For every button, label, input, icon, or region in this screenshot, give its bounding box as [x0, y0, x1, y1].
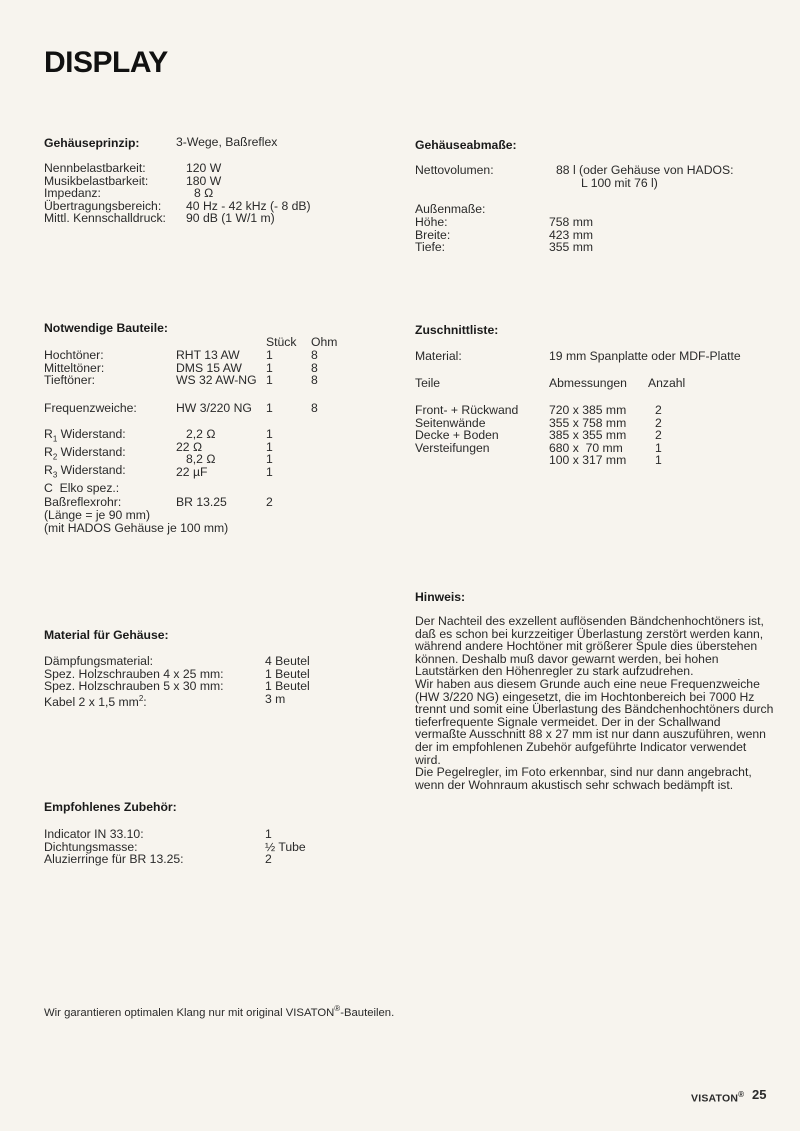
zuschnitt-anzahl-value: 2	[655, 403, 662, 417]
spec-label: Mittl. Kennschalldruck:	[44, 211, 166, 226]
spec-list	[44, 162, 166, 225]
zuschnitt-abm: 385 x 355 mm	[549, 428, 627, 443]
frequenzweiche-label: Frequenzweiche:	[44, 401, 137, 415]
zubehoer-label: Indicator IN 33.10:	[44, 827, 144, 841]
driver-ohm-value: 8	[311, 373, 318, 388]
zubehoer-value: 1	[265, 827, 272, 841]
hinweis-paragraph: Wir haben aus diesem Grunde auch eine neue Frequenzweiche (HW 3/220 NG) eingesetzt, die im Hochtonbereich bei 7000 Hz trennt und somit eine Überlastung des Bändchenhochtöners durch tieferfrequente Signale vermeidet. Der in der Schallwand vermaßte Ausschnitt 88 x 27 mm ist nur dann auszuführen, wenn der im empfohlenen Zubehör aufgeführte Indicator verwendet wird.	[415, 676, 774, 767]
dim-value: 758 mm	[549, 215, 594, 229]
dims-labels	[415, 216, 450, 254]
component-values	[176, 428, 215, 478]
material-value: 1 Beutel	[265, 666, 310, 681]
col-stueck: Stück	[266, 335, 297, 349]
zuschnitt-abm: 720 x 385 mm	[549, 403, 627, 417]
zuschnitt-teil: Front- + Rückwand	[415, 403, 519, 417]
nettovolumen-label: Nettovolumen:	[415, 163, 494, 177]
spec-values	[186, 162, 311, 225]
material-value: 3 m	[265, 691, 286, 706]
driver-qty-value: 1	[266, 360, 273, 375]
driver-part: RHT 13 AW	[176, 348, 240, 362]
component-qty-value: 1	[266, 427, 273, 441]
component-name: $R_3$ Widerstand:	[44, 463, 126, 480]
component-value: 8,2 Ω	[186, 452, 216, 467]
col-abmessungen: Abmessungen	[549, 376, 627, 390]
material-heading: Material für Gehäuse:	[44, 628, 169, 642]
driver-ohm	[311, 349, 318, 387]
driver-ohm-value: 8	[311, 348, 318, 362]
zuschnitt-teil: Seitenwände	[415, 415, 486, 430]
spec-value: 90 dB (1 W/1 m)	[186, 211, 275, 226]
component-qty	[266, 428, 273, 478]
frequenzweiche-qty: 1	[266, 401, 273, 415]
component-name: C Elko spez.:	[44, 481, 120, 496]
zubehoer-labels	[44, 828, 184, 866]
gehaeuseprinzip-value: 3-Wege, Baßreflex	[176, 135, 278, 149]
col-ohm: Ohm	[311, 335, 338, 349]
driver-part: DMS 15 AW	[176, 360, 242, 375]
zuschnitt-teile	[415, 404, 518, 454]
dim-value: 423 mm	[549, 227, 594, 242]
bauteile-heading: Notwendige Bauteile:	[44, 321, 168, 335]
component-qty-value: 1	[266, 439, 273, 454]
hinweis-paragraph: Der Nachteil des exzellent auflösenden Bändchenhochtöners ist, daß es schon bei kurzzeitiger Überlastung zerstört werden kann, während andere Hochtöner mit größerer Spule dies überstehen können. Deshalb muß davor gewarnt werden, bei hohen Lautstärken den Höhenregler zu stark aufzudrehen.	[415, 614, 764, 679]
zuschnitt-anzahl-value: 1	[655, 440, 662, 455]
zuschnitt-abm: 680 x 70 mm	[549, 440, 623, 455]
zuschnitt-anzahl-value: 2	[655, 428, 662, 443]
zuschnitt-abm: 100 x 317 mm	[549, 453, 627, 468]
frequenzweiche-part: HW 3/220 NG	[176, 401, 252, 415]
driver-name: Hochtöner:	[44, 348, 104, 362]
bassreflexrohr-label: Baßreflexrohr:	[44, 495, 122, 509]
component-value: 2,2 Ω	[186, 427, 216, 441]
driver-parts	[176, 349, 257, 387]
footer-note: Wir garantieren optimalen Klang nur mit original VISATON®-Bauteilen.	[44, 1004, 395, 1019]
spec-label: Übertragungsbereich:	[44, 198, 162, 213]
material-label: Kabel 2 x 1,5 $mm^2$:	[44, 693, 147, 709]
hinweis-text	[415, 615, 775, 791]
zuschnitt-anzahl-value: 1	[655, 453, 662, 468]
zuschnitt-material-value: 19 mm Spanplatte oder MDF-Platte	[549, 349, 741, 363]
rohr-note-2: (mit HADOS Gehäuse je 100 mm)	[44, 521, 229, 535]
zubehoer-heading: Empfohlenes Zubehör:	[44, 800, 177, 814]
spec-value: 40 Hz - 42 kHz (- 8 dB)	[186, 198, 311, 213]
col-anzahl: Anzahl	[648, 376, 686, 390]
gehaeuseabmasse-heading: Gehäuseabmaße:	[415, 138, 517, 152]
material-label: Dämpfungsmaterial:	[44, 654, 154, 668]
dim-label: Tiefe:	[415, 240, 446, 255]
bassreflexrohr-qty: 2	[266, 495, 273, 509]
zuschnitt-heading: Zuschnittliste:	[415, 323, 499, 337]
driver-name: Mitteltöner:	[44, 360, 105, 375]
spec-value: 180 W	[186, 173, 222, 188]
zuschnitt-teil: Versteifungen	[415, 440, 490, 455]
component-name: $R_1$ Widerstand:	[44, 427, 126, 444]
driver-qty-value: 1	[266, 373, 273, 388]
aussenmasse-label: Außenmaße:	[415, 202, 486, 216]
spec-label: Musikbelastbarkeit:	[44, 173, 149, 188]
zuschnitt-teil: Decke + Boden	[415, 428, 499, 443]
zubehoer-values	[265, 828, 306, 866]
material-values	[265, 655, 310, 705]
zuschnitt-abm: 355 x 758 mm	[549, 415, 627, 430]
zubehoer-value: ½ Tube	[265, 839, 306, 854]
nettovolumen-value-2: L 100 mit 76 l)	[581, 176, 658, 190]
dims-values	[549, 216, 593, 254]
driver-qty-value: 1	[266, 348, 273, 362]
driver-names	[44, 349, 104, 387]
driver-ohm-value: 8	[311, 360, 318, 375]
zubehoer-value: 2	[265, 852, 272, 867]
driver-name: Tieftöner:	[44, 373, 96, 388]
driver-part: WS 32 AW-NG	[176, 373, 257, 388]
hinweis-heading: Hinweis:	[415, 590, 466, 604]
component-qty-value: 1	[266, 464, 273, 479]
zuschnitt-anzahl	[655, 404, 662, 467]
zubehoer-label: Aluzierringe für BR 13.25:	[44, 852, 184, 867]
nettovolumen-value: 88 l (oder Gehäuse von HADOS:	[556, 163, 734, 177]
component-value: 22 Ω	[176, 439, 203, 454]
rohr-note-1: (Länge = je 90 mm)	[44, 508, 151, 522]
material-label: Spez. Holzschrauben 5 x 30 mm:	[44, 679, 224, 694]
bassreflexrohr-part: BR 13.25	[176, 495, 227, 509]
component-value: 22 µF	[176, 464, 208, 479]
material-value: 4 Beutel	[265, 654, 310, 668]
material-labels	[44, 655, 224, 708]
dim-label: Höhe:	[415, 215, 448, 229]
hinweis-paragraph: Die Pegelregler, im Foto erkennbar, sind nur dann angebracht, wenn der Wohnraum akustisch sehr schwach bedämpft ist.	[415, 765, 752, 792]
material-label: Spez. Holzschrauben 4 x 25 mm:	[44, 666, 224, 681]
zuschnitt-abmessungen	[549, 404, 626, 467]
zuschnitt-anzahl-value: 2	[655, 415, 662, 430]
page-title: DISPLAY	[44, 46, 168, 79]
frequenzweiche-ohm: 8	[311, 401, 318, 415]
dim-label: Breite:	[415, 227, 451, 242]
spec-value: 120 W	[186, 161, 222, 175]
spec-label: Nennbelastbarkeit:	[44, 161, 146, 175]
component-name: $R_2$ Widerstand:	[44, 445, 126, 462]
gehaeuseprinzip-label: Gehäuseprinzip:	[44, 136, 140, 150]
brand-name: VISATON®	[691, 1090, 745, 1105]
page-number: 25	[752, 1087, 767, 1102]
component-names	[44, 428, 126, 495]
dim-value: 355 mm	[549, 240, 594, 255]
zubehoer-label: Dichtungsmasse:	[44, 839, 138, 854]
col-teile: Teile	[415, 376, 441, 390]
spec-label: Impedanz:	[44, 186, 101, 201]
zuschnitt-material-label: Material:	[415, 349, 462, 363]
material-value: 1 Beutel	[265, 679, 310, 694]
driver-qty	[266, 349, 273, 387]
spec-value: 8 Ω	[194, 186, 214, 201]
component-qty-value: 1	[266, 452, 273, 467]
